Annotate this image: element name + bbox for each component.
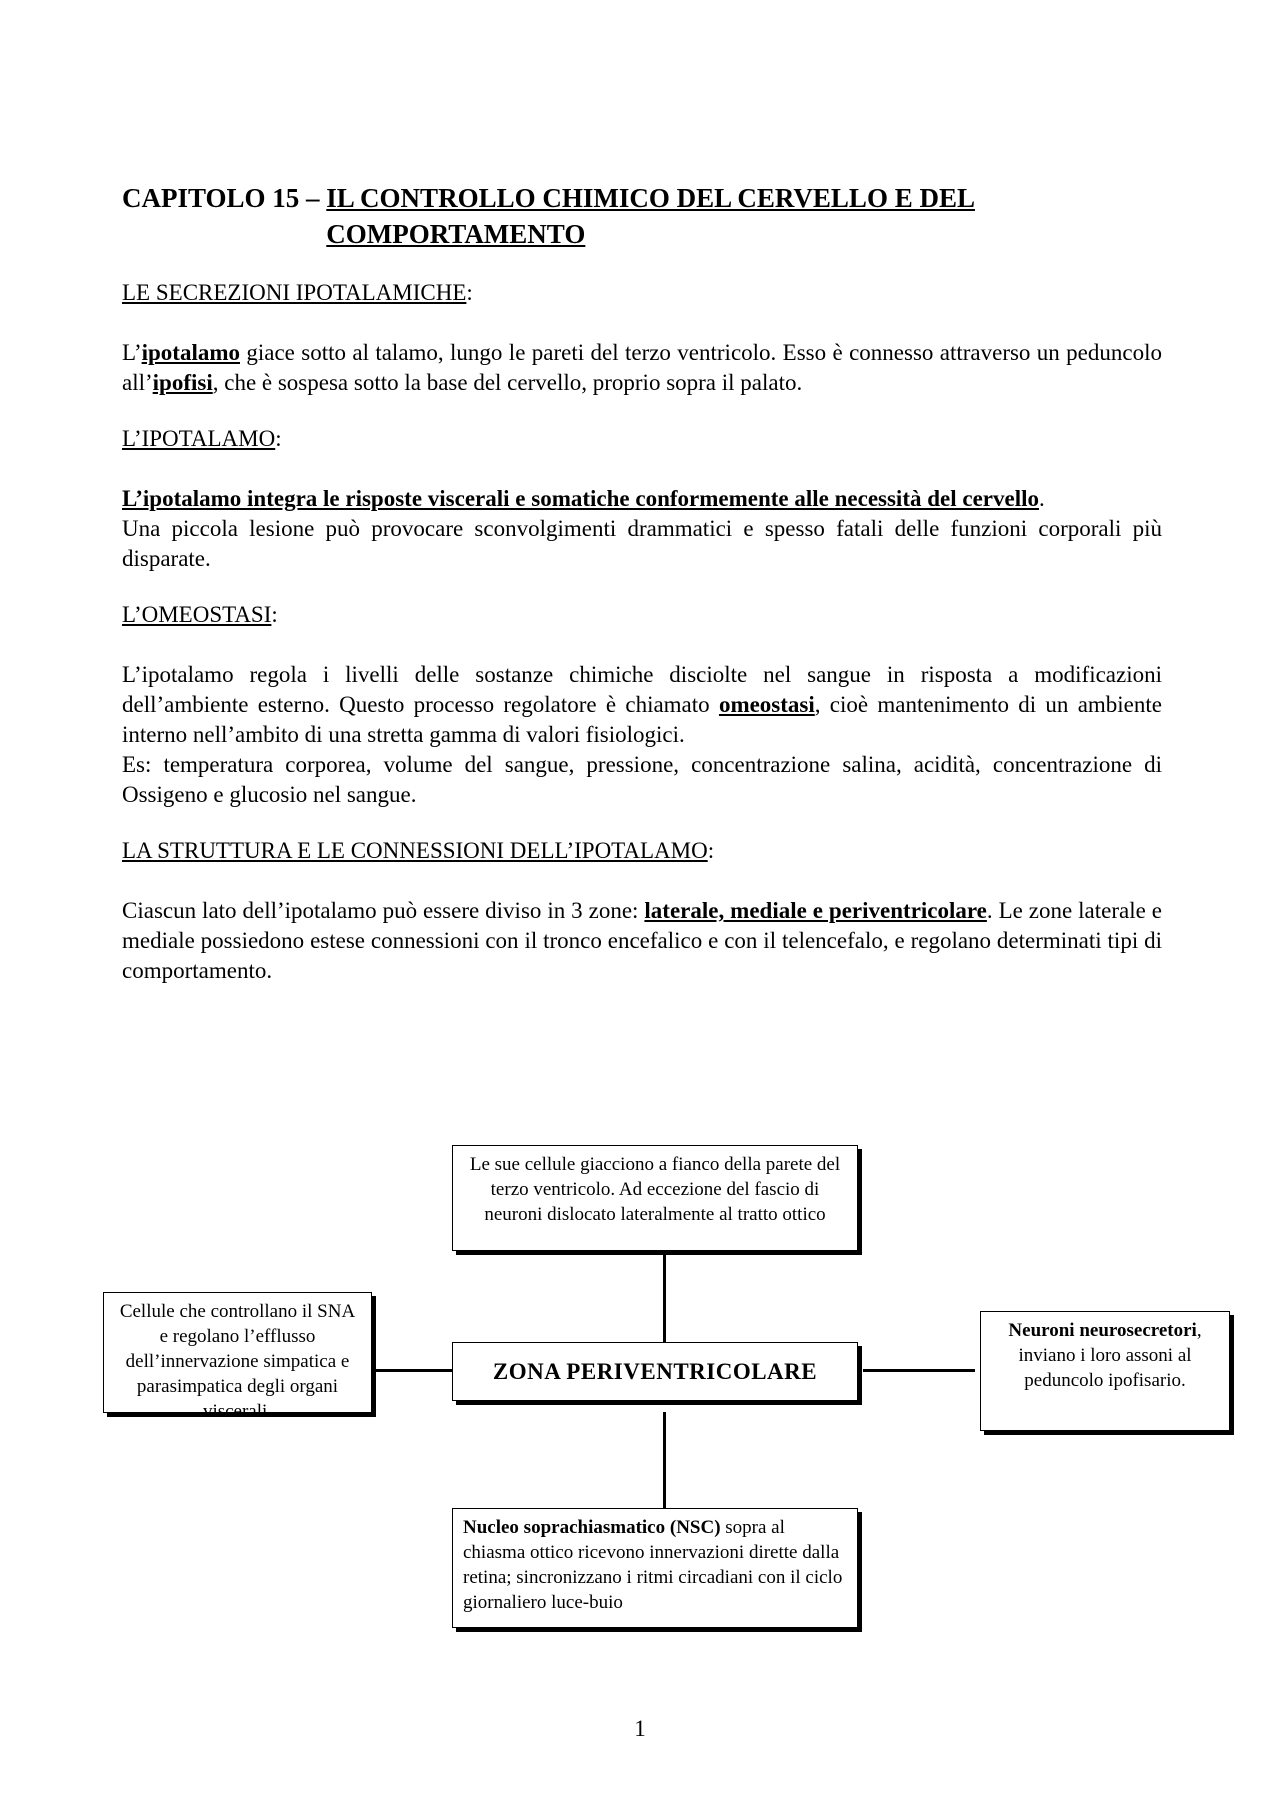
chapter-heading (122, 180, 1162, 252)
box-bottom: Nucleo soprachiasmatico (NSC) sopra al chiasma ottico ricevono innervazioni dirette dalla retina; sincronizzano i ritmi circadiani con il ciclo giornaliero luce-buio (452, 1508, 858, 1628)
chapter-title (326, 180, 975, 252)
page-content (122, 180, 1162, 986)
chapter-title-line2: COMPORTAMENTO (326, 219, 586, 249)
box-center (452, 1342, 858, 1401)
box-left: Cellule che controllano il SNA e regolano l’efflusso dell’innervazione simpatica e parasimpatica degli organi viscerali. (103, 1292, 372, 1413)
section-heading-ipotalamo: L’IPOTALAMO: (122, 426, 282, 451)
term-ipofisi: ipofisi (152, 370, 213, 395)
paragraph-zone: Ciascun lato dell’ipotalamo può essere diviso in 3 zone: laterale, mediale e periventricolare. Le zone laterale e mediale possiedono estese connessioni con il tronco encefalico e con il telencefalo, e regolano determinati tipi di comportamento. (122, 898, 1162, 983)
connector-right (863, 1369, 975, 1372)
page-number: 1 (634, 1716, 646, 1741)
term-omeostasi: omeostasi (718, 692, 815, 717)
center-label: ZONA PERIVENTRICOLARE (492, 1359, 818, 1384)
paragraph-ipotalamo-location: L’ipotalamo giace sotto al talamo, lungo le pareti del terzo ventricolo. Esso è connesso attraverso un peduncolo all’ipofisi, che è sospesa sotto la base del cervello, proprio sopra il palato. (122, 340, 1162, 395)
paragraph-esempi: Es: temperatura corporea, volume del sangue, pressione, concentrazione salina, acidità, concentrazione di Ossigeno e glucosio nel sangue. (122, 752, 1162, 807)
section-heading-secrezioni: LE SECREZIONI IPOTALAMICHE: (122, 280, 473, 305)
paragraph-ipotalamo-integra: L’ipotalamo integra le risposte viscerali e somatiche conformemente alle necessità del cervello. (122, 486, 1045, 511)
term-ipotalamo: ipotalamo (141, 340, 240, 365)
paragraph-omeostasi: L’ipotalamo regola i livelli delle sostanze chimiche disciolte nel sangue in risposta a modificazioni dell’ambiente esterno. Questo processo regolatore è chiamato omeostasi, cioè mantenimento di un ambiente interno nell’ambito di una stretta gamma di valori fisiologici. (122, 662, 1162, 747)
term-zone: laterale, mediale e periventricolare (644, 898, 987, 923)
section-heading-omeostasi: L’OMEOSTASI: (122, 602, 278, 627)
periventricular-diagram (0, 1130, 1280, 1650)
section-heading-struttura: LA STRUTTURA E LE CONNESSIONI DELL’IPOTALAMO: (122, 838, 715, 863)
paragraph-lesione: Una piccola lesione può provocare sconvolgimenti drammatici e spesso fatali delle funzioni corporali più disparate. (122, 516, 1162, 571)
chapter-label: CAPITOLO 15 – (122, 183, 327, 213)
box-right: Neuroni neurosecretori, inviano i loro assoni al peduncolo ipofisario. (980, 1311, 1230, 1431)
connector-left (375, 1369, 452, 1372)
box-top: Le sue cellule giacciono a fianco della parete del terzo ventricolo. Ad eccezione del fascio di neuroni dislocato lateralmente al tratto ottico (452, 1145, 858, 1251)
chapter-title-line1: IL CONTROLLO CHIMICO DEL CERVELLO E DEL (326, 183, 975, 213)
